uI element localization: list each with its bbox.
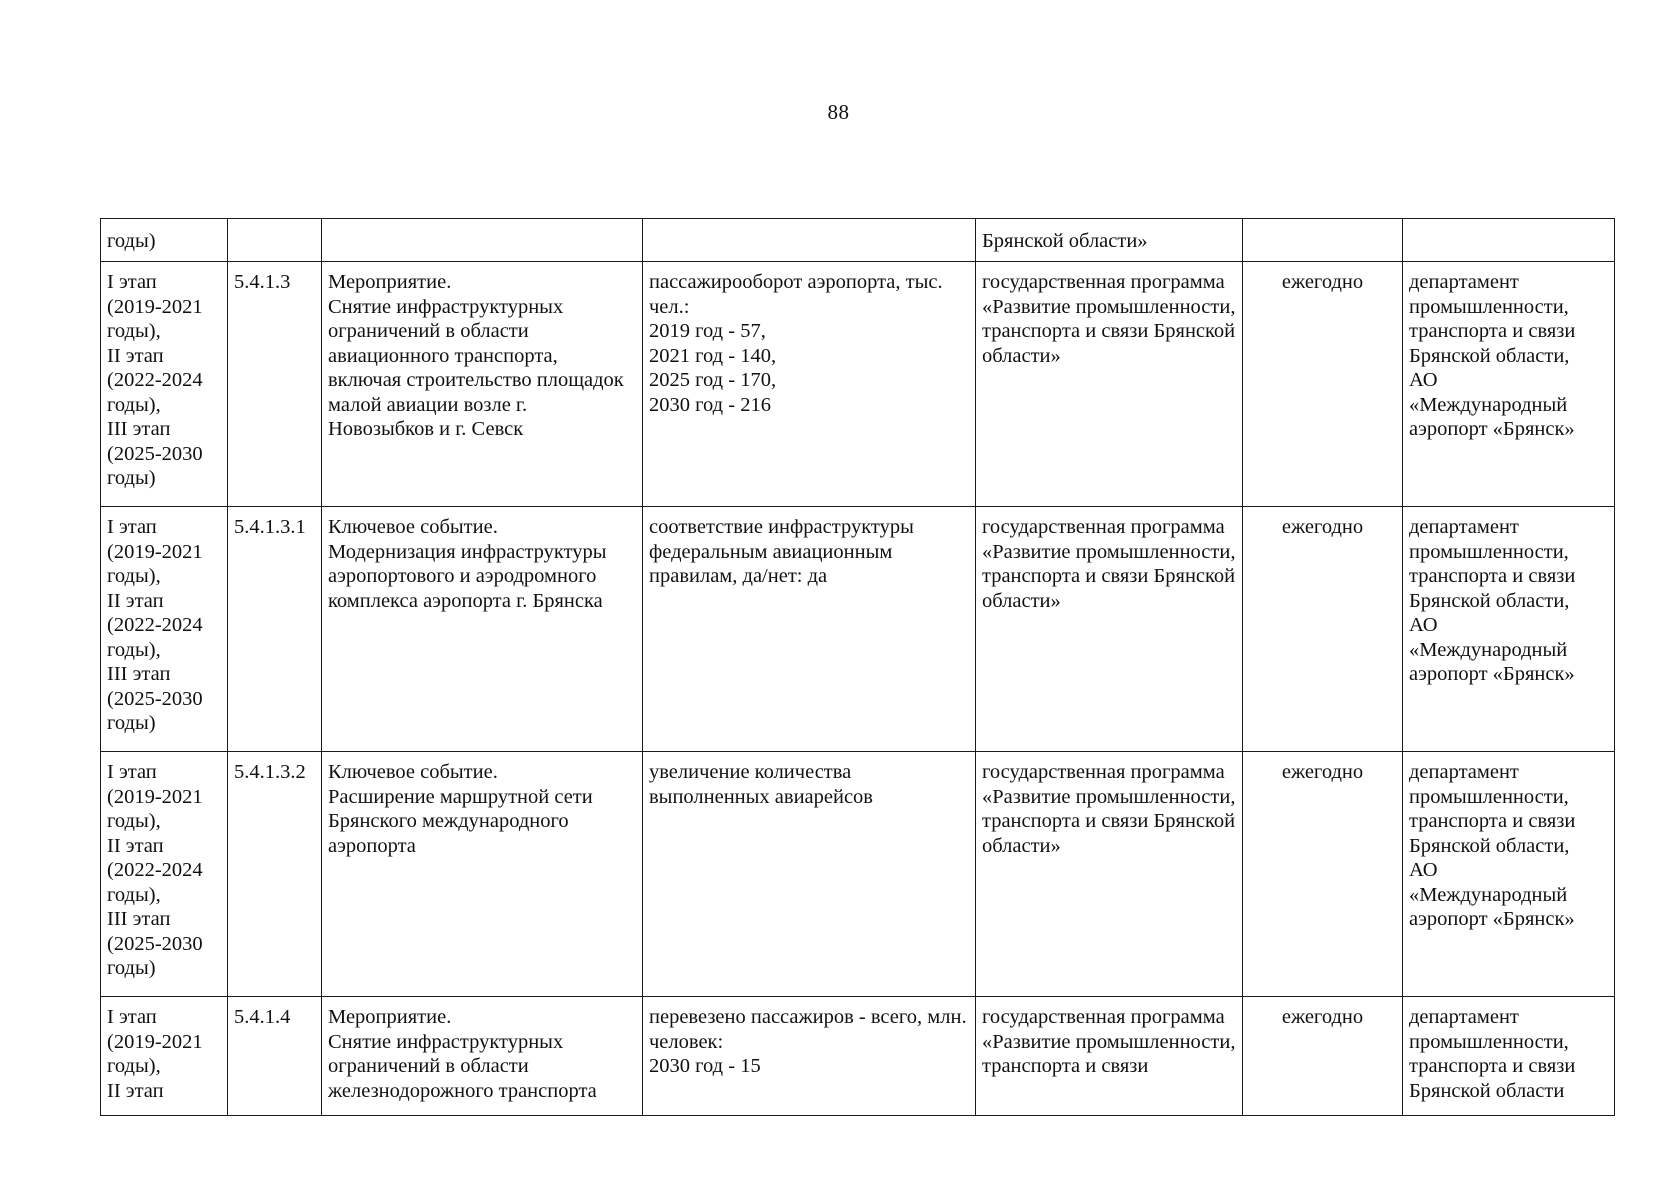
cell-indicator: перевезено пассажиров - всего, млн. человек: 2030 год - 15 xyxy=(643,997,976,1116)
cell-indicator: пассажирооборот аэропорта, тыс. чел.: 2019 год - 57, 2021 год - 140, 2025 год - 170, 2030 год - 216 xyxy=(643,262,976,507)
cell-code xyxy=(228,219,322,262)
table-row xyxy=(101,262,1615,507)
cell-stage: I этап (2019-2021 годы), II этап (2022-2024 годы), III этап (2025-2030 годы) xyxy=(101,262,228,507)
cell-program: государственная программа «Развитие промышленности, транспорта и связи xyxy=(976,997,1243,1116)
cell-executor: департамент промышленности, транспорта и связи Брянской области, АО «Международный аэропорт «Брянск» xyxy=(1403,262,1615,507)
cell-stage: I этап (2019-2021 годы), II этап xyxy=(101,997,228,1116)
cell-event: Мероприятие. Снятие инфраструктурных ограничений в области авиационного транспорта, включая строительство площадок малой авиации возле г. Новозыбков и г. Севск xyxy=(322,262,643,507)
table-row xyxy=(101,507,1615,752)
cell-executor xyxy=(1403,219,1615,262)
cell-stage: I этап (2019-2021 годы), II этап (2022-2024 годы), III этап (2025-2030 годы) xyxy=(101,752,228,997)
cell-indicator: соответствие инфраструктуры федеральным авиационным правилам, да/нет: да xyxy=(643,507,976,752)
page-number: 88 xyxy=(827,100,850,124)
cell-code: 5.4.1.4 xyxy=(228,997,322,1116)
cell-deadline: ежегодно xyxy=(1243,507,1403,752)
cell-stage: I этап (2019-2021 годы), II этап (2022-2024 годы), III этап (2025-2030 годы) xyxy=(101,507,228,752)
cell-program: государственная программа «Развитие промышленности, транспорта и связи Брянской области» xyxy=(976,752,1243,997)
cell-code: 5.4.1.3.1 xyxy=(228,507,322,752)
cell-program: государственная программа «Развитие промышленности, транспорта и связи Брянской области» xyxy=(976,507,1243,752)
cell-executor: департамент промышленности, транспорта и связи Брянской области xyxy=(1403,997,1615,1116)
table-row-continuation xyxy=(101,219,1615,262)
cell-event: Ключевое событие. Модернизация инфраструктуры аэропортового и аэродромного комплекса аэропорта г. Брянска xyxy=(322,507,643,752)
cell-code: 5.4.1.3 xyxy=(228,262,322,507)
cell-program: Брянской области» xyxy=(976,219,1243,262)
table-row xyxy=(101,997,1615,1116)
cell-indicator: увеличение количества выполненных авиарейсов xyxy=(643,752,976,997)
cell-program: государственная программа «Развитие промышленности, транспорта и связи Брянской области» xyxy=(976,262,1243,507)
cell-event xyxy=(322,219,643,262)
cell-indicator xyxy=(643,219,976,262)
cell-deadline: ежегодно xyxy=(1243,997,1403,1116)
cell-event: Мероприятие. Снятие инфраструктурных ограничений в области железнодорожного транспорта xyxy=(322,997,643,1116)
cell-code: 5.4.1.3.2 xyxy=(228,752,322,997)
cell-executor: департамент промышленности, транспорта и связи Брянской области, АО «Международный аэропорт «Брянск» xyxy=(1403,507,1615,752)
measures-table xyxy=(100,218,1615,1116)
cell-executor: департамент промышленности, транспорта и связи Брянской области, АО «Международный аэропорт «Брянск» xyxy=(1403,752,1615,997)
table-row xyxy=(101,752,1615,997)
cell-deadline: ежегодно xyxy=(1243,752,1403,997)
cell-stage: годы) xyxy=(101,219,228,262)
cell-event: Ключевое событие. Расширение маршрутной сети Брянского международного аэропорта xyxy=(322,752,643,997)
cell-deadline: ежегодно xyxy=(1243,262,1403,507)
cell-deadline xyxy=(1243,219,1403,262)
